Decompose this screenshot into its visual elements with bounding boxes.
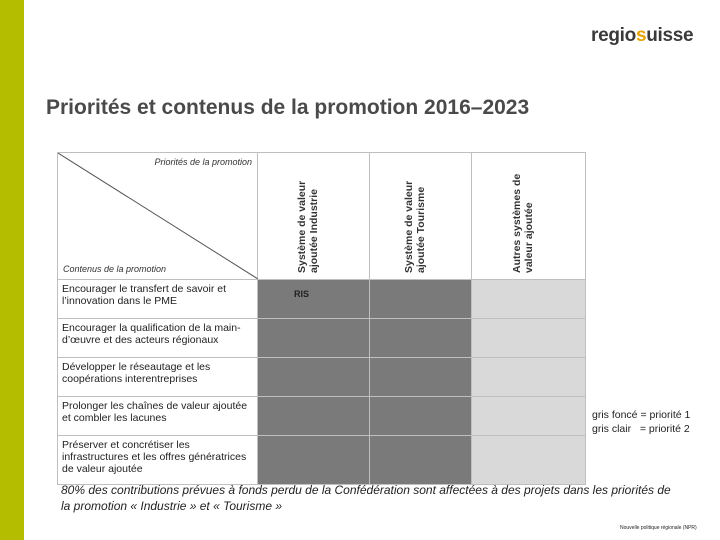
- legend-dark: gris foncé = priorité 1: [592, 409, 691, 421]
- cell-priority-2: [472, 397, 586, 436]
- row-label: Encourager la qualification de la main-d’œuvre et des acteurs régionaux: [58, 319, 258, 358]
- table-row: [58, 397, 586, 436]
- cell-priority-1: [258, 397, 370, 436]
- row-label: Prolonger les chaînes de valeur ajoutée et combler les lacunes: [58, 397, 258, 436]
- column-label-other: Autres systèmes de valeur ajoutée: [510, 173, 535, 273]
- diagonal-line: [58, 153, 258, 279]
- priority-matrix: [57, 152, 586, 485]
- logo-mark: s: [635, 25, 647, 46]
- column-header-other: [472, 153, 586, 280]
- cell-priority-2: [472, 358, 586, 397]
- row-label: Préserver et concrétiser les infrastructures et les offres génératrices de valeur ajoutée: [58, 436, 258, 485]
- source-note: Nouvelle politique régionale (NPR): [620, 525, 697, 531]
- cell-priority-1: [370, 280, 472, 319]
- cell-priority-1: [258, 358, 370, 397]
- column-label-industry: Système de valeur ajoutée Industrie: [295, 180, 320, 273]
- footnote: 80% des contributions prévues à fonds perdu de la Confédération sont affectées à des projets dans les priorités de la promotion « Industrie » et « Tourisme »: [61, 483, 671, 513]
- corner-label-priorities: Priorités de la promotion: [154, 157, 252, 167]
- table-row: [58, 358, 586, 397]
- accent-bar: [0, 0, 24, 540]
- logo-suffix: uisse: [646, 25, 694, 46]
- cell-priority-1: [258, 280, 370, 319]
- cell-priority-2: [472, 436, 586, 485]
- row-label: Encourager le transfert de savoir et l’innovation dans le PME: [58, 280, 258, 319]
- column-header-tourism: [370, 153, 472, 280]
- cell-priority-1: [370, 397, 472, 436]
- table-row: [58, 280, 586, 319]
- corner-cell: [58, 153, 258, 280]
- cell-priority-2: [472, 280, 586, 319]
- ris-label: RIS: [294, 289, 310, 299]
- cell-priority-1: [258, 436, 370, 485]
- slide-title: Priorités et contenus de la promotion 2016–2023: [46, 96, 530, 119]
- corner-label-contents: Contenus de la promotion: [63, 264, 167, 274]
- cell-priority-2: [472, 319, 586, 358]
- table-row: [58, 436, 586, 485]
- row-label: Développer le réseautage et les coopérations interentreprises: [58, 358, 258, 397]
- regiosuisse-logo: [591, 25, 693, 47]
- column-header-industry: [258, 153, 370, 280]
- cell-priority-1: [370, 436, 472, 485]
- header-row: [58, 153, 586, 280]
- legend: [592, 408, 690, 436]
- cell-priority-1: [370, 319, 472, 358]
- table-row: [58, 319, 586, 358]
- cell-priority-1: [370, 358, 472, 397]
- legend-light: gris clair = priorité 2: [592, 423, 690, 435]
- cell-priority-1: [258, 319, 370, 358]
- column-label-tourism: Système de valeur ajoutée Tourisme: [402, 180, 427, 273]
- logo-prefix: regio: [591, 25, 636, 46]
